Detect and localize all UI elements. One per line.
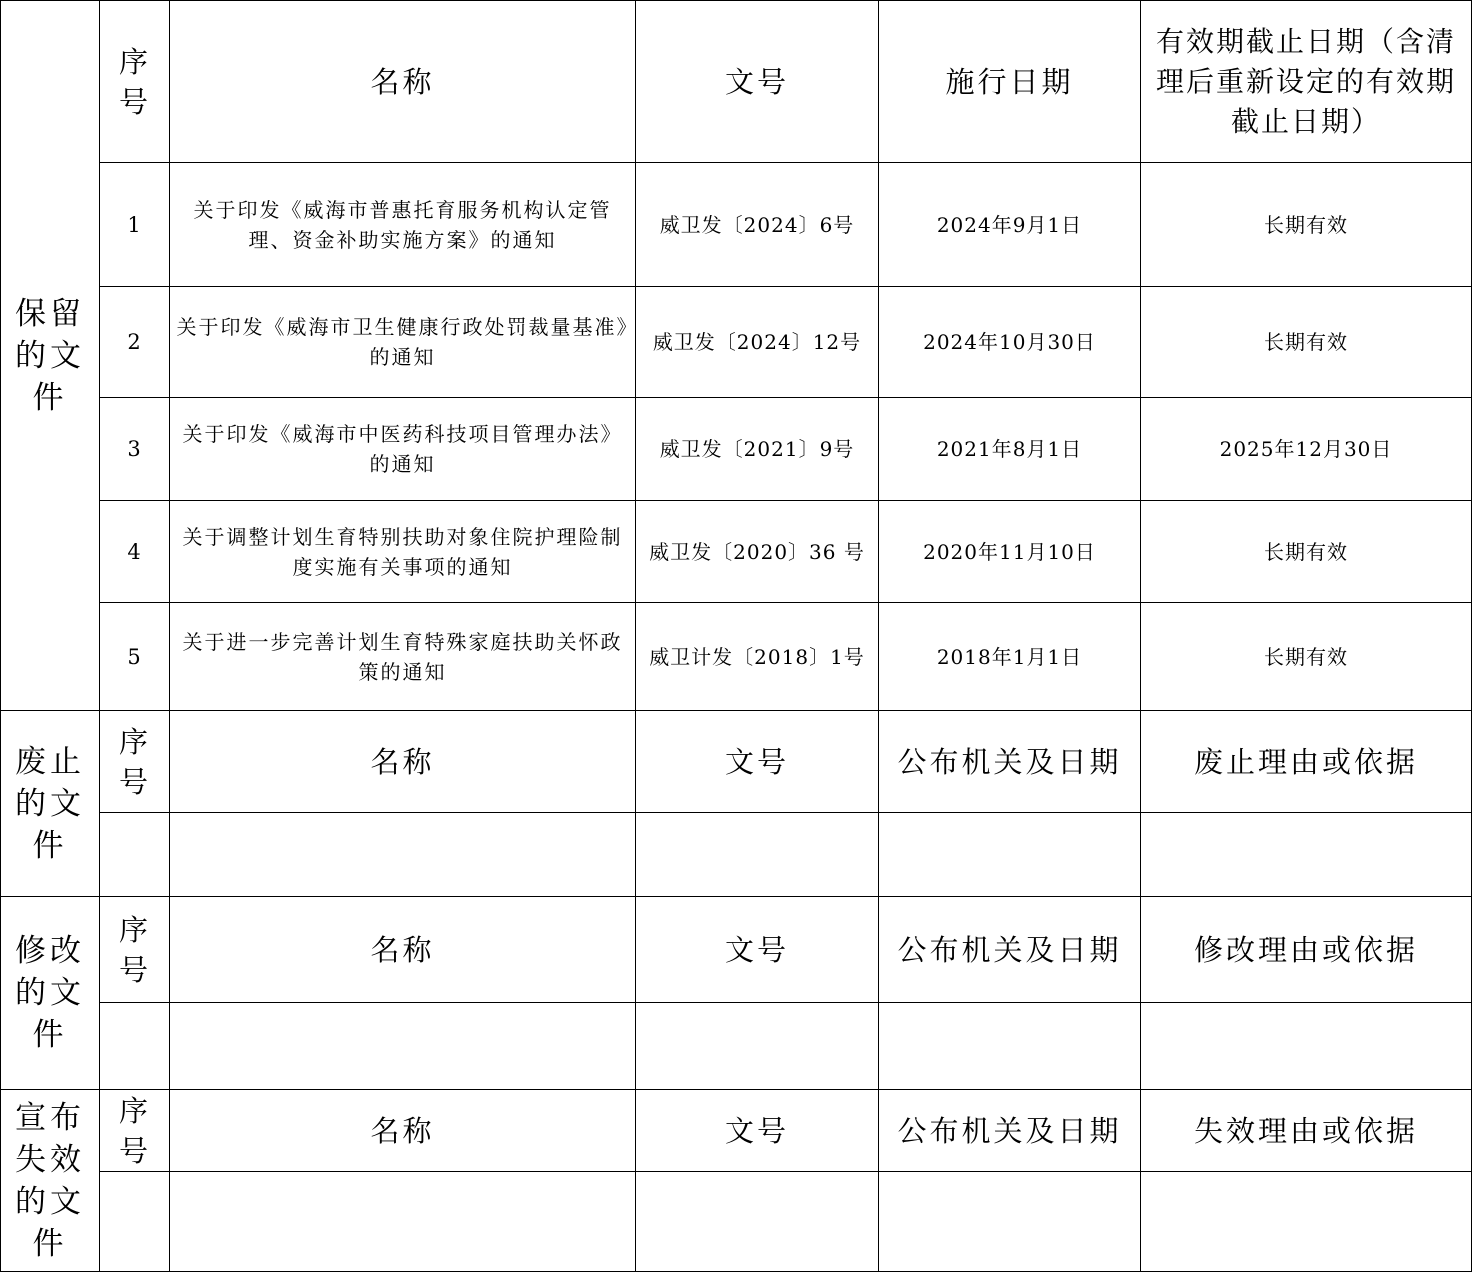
row-effective-date: 2020年11月10日 — [879, 501, 1141, 603]
empty-cell — [879, 1172, 1141, 1272]
header-expiry: 有效期截止日期（含清理后重新设定的有效期截止日期） — [1141, 1, 1472, 163]
header-doc-no: 文号 — [636, 711, 879, 813]
empty-cell — [170, 813, 636, 897]
header-doc-no: 文号 — [636, 1090, 879, 1172]
row-expiry: 长期有效 — [1141, 501, 1472, 603]
section-label-amended: 修改的文件 — [1, 897, 100, 1090]
table-row — [1, 501, 1472, 603]
abolished-header-row — [1, 711, 1472, 813]
amended-header-row — [1, 897, 1472, 1003]
table-row — [1, 287, 1472, 398]
row-doc-no: 威卫计发〔2018〕1号 — [636, 603, 879, 711]
empty-cell — [1141, 813, 1472, 897]
header-reason: 修改理由或依据 — [1141, 897, 1472, 1003]
row-doc-no: 威卫发〔2020〕36 号 — [636, 501, 879, 603]
row-effective-date: 2024年10月30日 — [879, 287, 1141, 398]
table-row — [1, 163, 1472, 287]
table-row — [1, 603, 1472, 711]
empty-cell — [1141, 1003, 1472, 1090]
section-label-abolished: 废止的文件 — [1, 711, 100, 897]
empty-cell — [636, 1003, 879, 1090]
row-doc-no: 威卫发〔2024〕6号 — [636, 163, 879, 287]
table-row — [1, 398, 1472, 501]
retained-header-row — [1, 1, 1472, 163]
row-name: 关于印发《威海市中医药科技项目管理办法》的通知 — [170, 398, 636, 501]
empty-row — [1, 1172, 1472, 1272]
header-index: 序号 — [100, 1090, 170, 1172]
row-doc-no: 威卫发〔2024〕12号 — [636, 287, 879, 398]
empty-cell — [170, 1172, 636, 1272]
empty-row — [1, 813, 1472, 897]
row-effective-date: 2021年8月1日 — [879, 398, 1141, 501]
header-reason: 废止理由或依据 — [1141, 711, 1472, 813]
row-doc-no: 威卫发〔2021〕9号 — [636, 398, 879, 501]
empty-cell — [100, 1003, 170, 1090]
header-name: 名称 — [170, 1090, 636, 1172]
row-expiry: 长期有效 — [1141, 163, 1472, 287]
section-label-invalidated: 宣布失效的文件 — [1, 1090, 100, 1272]
header-index: 序号 — [100, 1, 170, 163]
row-index: 2 — [100, 287, 170, 398]
row-name: 关于进一步完善计划生育特殊家庭扶助关怀政策的通知 — [170, 603, 636, 711]
row-index: 1 — [100, 163, 170, 287]
section-label-retained: 保留的文件 — [1, 1, 100, 711]
empty-row — [1, 1003, 1472, 1090]
empty-cell — [170, 1003, 636, 1090]
empty-cell — [636, 1172, 879, 1272]
row-effective-date: 2024年9月1日 — [879, 163, 1141, 287]
row-expiry: 长期有效 — [1141, 603, 1472, 711]
empty-cell — [1141, 1172, 1472, 1272]
header-name: 名称 — [170, 897, 636, 1003]
header-authority-date: 公布机关及日期 — [879, 711, 1141, 813]
row-expiry: 长期有效 — [1141, 287, 1472, 398]
header-authority-date: 公布机关及日期 — [879, 1090, 1141, 1172]
row-name: 关于调整计划生育特别扶助对象住院护理险制度实施有关事项的通知 — [170, 501, 636, 603]
row-index: 3 — [100, 398, 170, 501]
header-index: 序号 — [100, 711, 170, 813]
row-name: 关于印发《威海市卫生健康行政处罚裁量基准》的通知 — [170, 287, 636, 398]
row-name: 关于印发《威海市普惠托育服务机构认定管理、资金补助实施方案》的通知 — [170, 163, 636, 287]
empty-cell — [879, 1003, 1141, 1090]
row-index: 4 — [100, 501, 170, 603]
header-effective-date: 施行日期 — [879, 1, 1141, 163]
header-doc-no: 文号 — [636, 1, 879, 163]
empty-cell — [879, 813, 1141, 897]
empty-cell — [100, 1172, 170, 1272]
empty-cell — [636, 813, 879, 897]
header-doc-no: 文号 — [636, 897, 879, 1003]
row-index: 5 — [100, 603, 170, 711]
header-index: 序号 — [100, 897, 170, 1003]
header-authority-date: 公布机关及日期 — [879, 897, 1141, 1003]
row-effective-date: 2018年1月1日 — [879, 603, 1141, 711]
header-name: 名称 — [170, 711, 636, 813]
header-reason: 失效理由或依据 — [1141, 1090, 1472, 1172]
header-name: 名称 — [170, 1, 636, 163]
invalidated-header-row — [1, 1090, 1472, 1172]
row-expiry: 2025年12月30日 — [1141, 398, 1472, 501]
empty-cell — [100, 813, 170, 897]
